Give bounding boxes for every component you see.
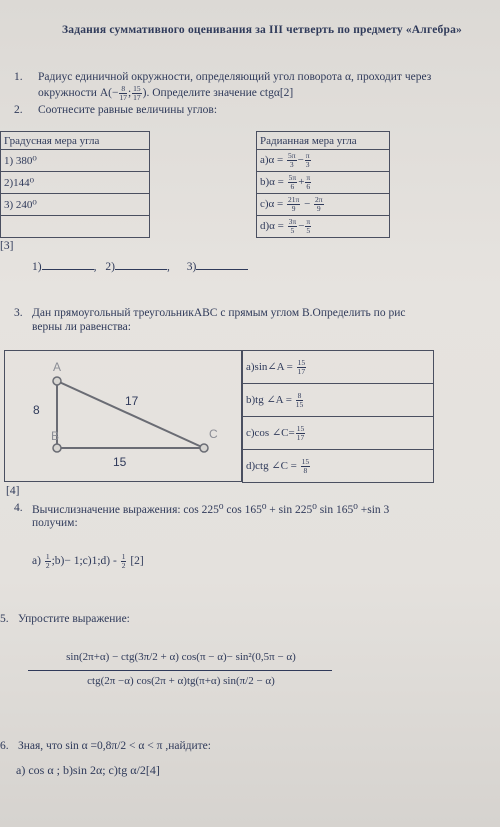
degree-table: [0, 131, 150, 238]
length-ac: 17: [125, 394, 139, 408]
expression-denominator: ctg(2π −α) cos(2π + α)tg(π+α) sin(π/2 − α): [87, 675, 275, 687]
page-header: Задания суммативного оценивания за III четверть по предмету «Алгебра»: [62, 24, 462, 36]
degree-row-empty: [1, 216, 150, 238]
question-2-number: 2.: [14, 104, 23, 116]
question-6-text: Зная, что sin α =0,8π/2 < α < π ,найдите:: [18, 740, 211, 752]
equalities-table: [242, 350, 434, 483]
triangle-figure-box: [4, 350, 242, 482]
equality-d: d)ctg ∠C = $\frac{15}{8}$: [243, 450, 434, 483]
side-ac: [57, 381, 204, 448]
degree-row-1: 1) 380⁰: [1, 150, 150, 172]
question-1-text: Радиус единичной окружности, определяющий угол поворота α, проходит через: [38, 71, 432, 83]
question-1-point-prefix: окружности А(−: [38, 87, 119, 100]
answer-1-label: 1): [32, 261, 42, 273]
question-3-line2: верны ли равенства:: [32, 321, 131, 333]
question-1-number: 1.: [14, 71, 23, 83]
question-3-score: [4]: [6, 485, 20, 497]
label-a: A: [53, 360, 62, 374]
question-4-options: a) $\frac{1}{2}$ ;b)− 1;c)1;d) - $\frac{1}{2}$ [2]: [32, 552, 144, 570]
degree-row-3: 3) 240⁰: [1, 194, 150, 216]
radian-row-a: a)α = $\frac{5\pi}{3}$ − $\frac{\pi}{3}$: [257, 150, 390, 172]
question-3-number: 3.: [14, 307, 23, 319]
length-bc: 15: [113, 455, 127, 469]
question-2-score: [3]: [0, 240, 14, 252]
radian-table-header: Радианная мера угла: [257, 132, 390, 150]
radian-table: [256, 131, 390, 238]
radian-row-b: b)α = $\frac{5\pi}{6}$ + $\frac{\pi}{6}$: [257, 172, 390, 194]
equality-a: a)sin∠A = $\frac{15}{17}$: [243, 351, 434, 384]
question-5-text: Упростите выражение:: [18, 613, 130, 625]
question-5-number: 5.: [0, 613, 9, 625]
fraction-15-17: $\frac{15}{17}$: [133, 84, 141, 102]
answer-1-blank[interactable]: [42, 260, 94, 270]
question-2-text: Соотнесите равные величины углов:: [38, 104, 218, 116]
answer-2-label: 2): [105, 261, 115, 273]
radian-row-c: c)α = $\frac{21\pi}{9}$ − $\frac{2\pi}{9}$: [257, 194, 390, 216]
length-ab: 8: [33, 403, 40, 417]
equality-b: b)tg ∠A = $\frac{8}{15}$: [243, 384, 434, 417]
question-4-number: 4.: [14, 502, 23, 514]
vertex-a: [53, 377, 61, 385]
radian-row-d: d)α = $\frac{3\pi}{5}$ − $\frac{\pi}{5}$: [257, 216, 390, 238]
question-1-point-suffix: ). Определите значение ctgα[2]: [142, 87, 294, 100]
vertex-b: [53, 444, 61, 452]
equality-c: c)cos ∠C= $\frac{15}{17}$: [243, 417, 434, 450]
vertex-c: [200, 444, 208, 452]
answer-3-blank[interactable]: [196, 260, 248, 270]
answer-blanks: 1) , 2) , 3): [32, 260, 248, 273]
fraction-8-17: $\frac{8}{17}$: [119, 84, 127, 102]
question-6-number: 6.: [0, 740, 9, 752]
fraction-bar: [28, 670, 332, 671]
question-3-text: Дан прямоугольный треугольникABC с прямым углом B.Определить по рис: [32, 307, 406, 319]
degree-row-2: 2)144⁰: [1, 172, 150, 194]
expression-numerator: sin(2π+α) − ctg(3π/2 + α) cos(π − α)− sin²(0,5π − α): [66, 651, 296, 663]
question-6-tasks: a) cos α ; b)sin 2α; c)tg α/2[4]: [16, 763, 160, 777]
question-4-line2: получим:: [32, 517, 78, 529]
answer-3-label: 3): [186, 261, 197, 273]
question-4-text: Вычислизначение выражения: cos 225⁰ cos 165⁰ + sin 225⁰ sin 165⁰ +sin 3: [32, 504, 390, 516]
answer-2-blank[interactable]: [115, 260, 167, 270]
label-b: B: [51, 429, 60, 443]
label-c: C: [209, 427, 218, 441]
degree-table-header: Градусная мера угла: [1, 132, 150, 150]
question-1-line2: окружности А(− $\frac{8}{17}$ ; $\frac{15}{17}$ ). Определите значение ctgα[2]: [38, 84, 294, 102]
